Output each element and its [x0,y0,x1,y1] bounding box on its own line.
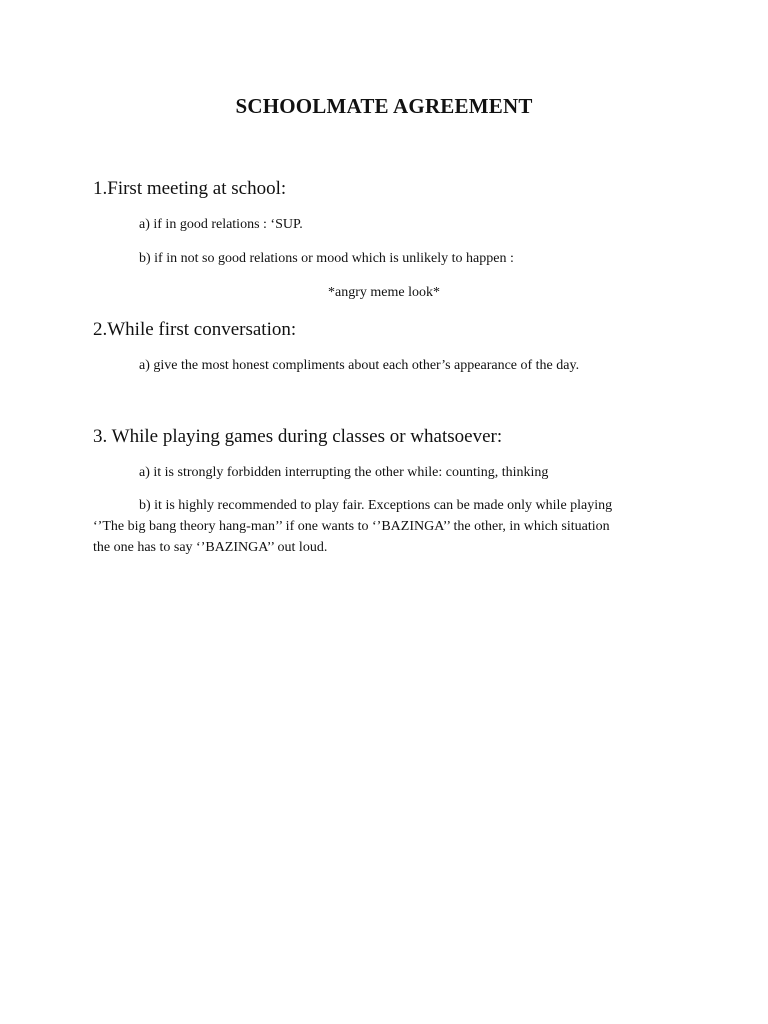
section-3-item-b-line-2: ‘’The big bang theory hang-man’’ if one wants to ‘’BAZINGA’’ the other, in which situation [93,519,610,534]
section-3-heading: 3. While playing games during classes or whatsoever: [93,426,503,447]
section-3-item-b-line-1: b) it is highly recommended to play fair. Exceptions can be made only while playing [139,498,613,513]
section-1-item-a: a) if in good relations : ‘SUP. [139,217,303,232]
section-3-item-b [93,495,683,558]
section-1-item-b: b) if in not so good relations or mood which is unlikely to happen : [139,251,514,266]
document-title: SCHOOLMATE AGREEMENT [235,94,533,118]
section-2-item-a: a) give the most honest compliments about each other’s appearance of the day. [139,358,580,373]
section-1-centered-note: *angry meme look* [328,285,440,300]
section-1-heading: 1.First meeting at school: [93,178,287,199]
section-3-item-b-line-3: the one has to say ‘’BAZINGA’’ out loud. [93,540,328,555]
section-2-heading: 2.While first conversation: [93,319,297,340]
section-3-item-a: a) it is strongly forbidden interrupting the other while: counting, thinking [139,465,549,480]
